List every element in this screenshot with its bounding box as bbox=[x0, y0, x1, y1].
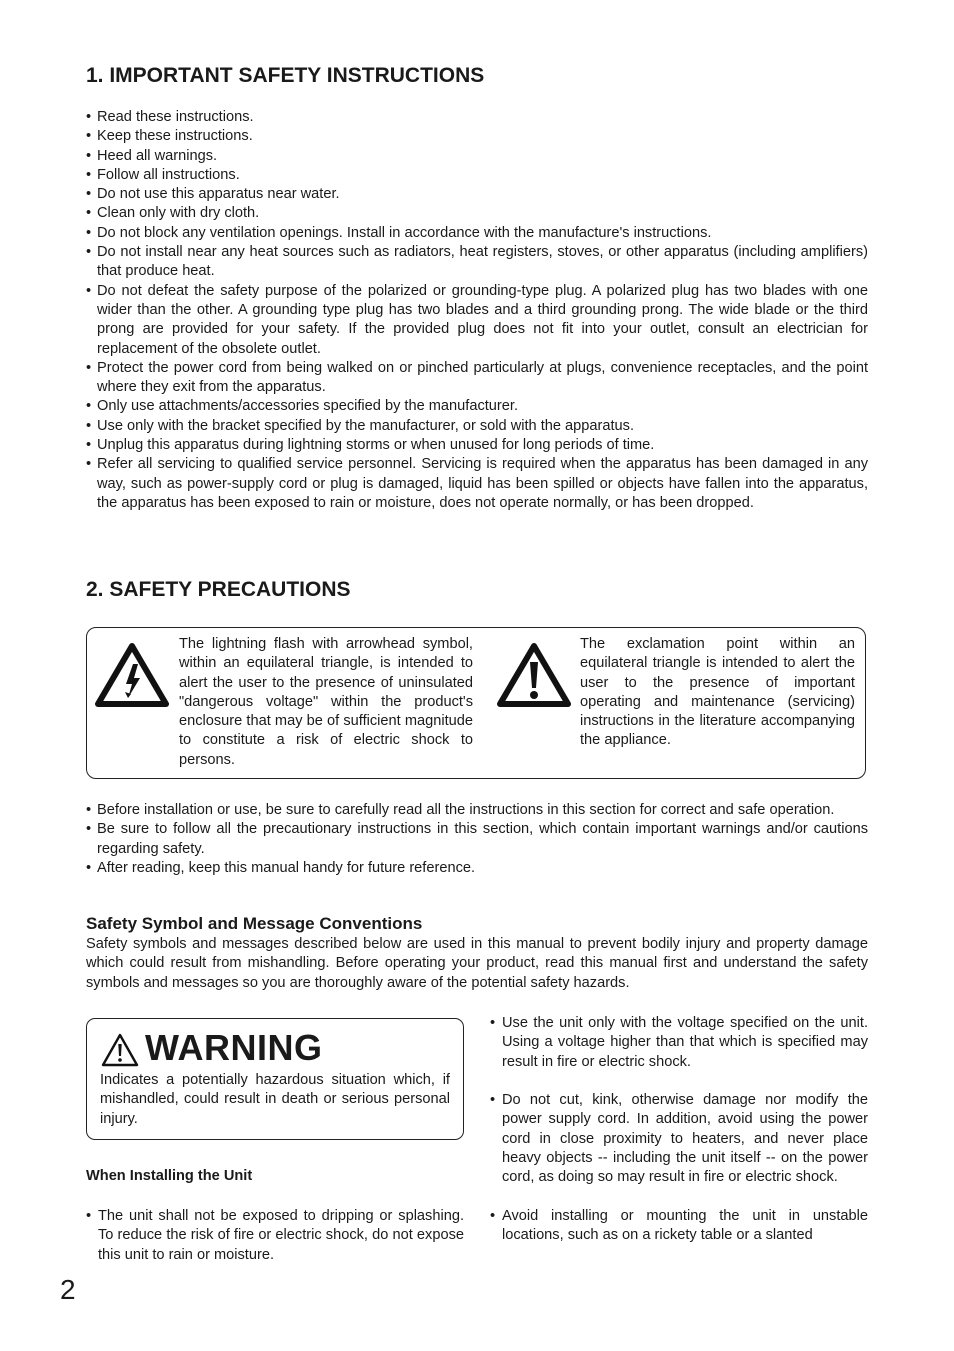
list-item: • Be sure to follow all the precautionary instructions in this section, which contain important warnings and/or cautions regarding safety. bbox=[86, 820, 868, 859]
section-2-title: 2. SAFETY PRECAUTIONS bbox=[86, 578, 351, 601]
exclamation-triangle-icon bbox=[497, 642, 571, 708]
section-1-title: 1. IMPORTANT SAFETY INSTRUCTIONS bbox=[86, 64, 485, 87]
list-item: • Clean only with dry cloth. bbox=[86, 204, 868, 223]
list-item: • Use only with the bracket specified by the manufacturer, or sold with the apparatus. bbox=[86, 417, 868, 436]
warning-description: Indicates a potentially hazardous situation which, if mishandled, could result in death or serious personal injury. bbox=[100, 1072, 450, 1127]
list-item: • Heed all warnings. bbox=[86, 147, 868, 166]
warning-box bbox=[86, 1018, 464, 1140]
list-item: • Do not block any ventilation openings. Install in accordance with the manufacture's instructions. bbox=[86, 224, 868, 243]
list-item: • Use the unit only with the voltage specified on the unit. Using a voltage higher than that which is specified may result in fire or electric shock. bbox=[490, 1014, 868, 1072]
list-item: • Follow all instructions. bbox=[86, 166, 868, 185]
list-item: • Read these instructions. bbox=[86, 108, 868, 127]
conventions-title: Safety Symbol and Message Conventions bbox=[86, 914, 423, 933]
list-item: • Before installation or use, be sure to carefully read all the instructions in this section for correct and safe operation. bbox=[86, 801, 868, 820]
list-item: • Only use attachments/accessories specified by the manufacturer. bbox=[86, 397, 868, 416]
page-number: 2 bbox=[60, 1274, 76, 1305]
lightning-triangle-icon bbox=[95, 642, 169, 708]
lightning-symbol-text: The lightning flash with arrowhead symbol, within an equilateral triangle, is intended to alert the user to the presence of uninsulated "dangerous voltage" within the product's enclosure that may be of sufficient magnitude to constitute a risk of electric shock to persons. bbox=[179, 636, 473, 768]
list-item: • Unplug this apparatus during lightning storms or when unused for long periods of time. bbox=[86, 436, 868, 455]
list-item: • Do not defeat the safety purpose of the polarized or grounding-type plug. A polarized plug has two blades with one wider than the other. A grounding type plug has two blades and a third grounding prong. The wide blade or the third prong are provided for your safety. If the provided plug does not fit into your outlet, consult an electrician for replacement of the obsolete outlet. bbox=[86, 282, 868, 359]
list-item: • Refer all servicing to qualified service personnel. Servicing is required when the apparatus has been damaged in any way, such as power-supply cord or plug is damaged, liquid has been spilled or objects have fallen into the apparatus, the apparatus has been exposed to rain or moisture, does not operate normally, or has been dropped. bbox=[86, 455, 868, 513]
list-item: • Keep these instructions. bbox=[86, 127, 868, 146]
warning-triangle-icon bbox=[101, 1033, 139, 1067]
precautions-list bbox=[86, 801, 868, 878]
installing-title: When Installing the Unit bbox=[86, 1168, 253, 1184]
list-item: • Do not use this apparatus near water. bbox=[86, 185, 868, 204]
list-item: • Avoid installing or mounting the unit in unstable locations, such as on a rickety table or a slanted bbox=[490, 1207, 868, 1246]
installing-list-right bbox=[490, 1014, 868, 1246]
list-item: • Do not install near any heat sources such as radiators, heat registers, stoves, or other apparatus (including amplifiers) that produce heat. bbox=[86, 243, 868, 282]
exclamation-symbol-text: The exclamation point within an equilateral triangle is intended to alert the user to the presence of important operating and maintenance (servicing) instructions in the literature accompanying the appliance. bbox=[580, 636, 855, 749]
list-item: • Protect the power cord from being walked on or pinched particularly at plugs, convenience receptacles, and the point where they exit from the apparatus. bbox=[86, 359, 868, 398]
warning-title: WARNING bbox=[145, 1027, 323, 1068]
installing-list-left bbox=[86, 1207, 464, 1265]
safety-symbols-box bbox=[86, 627, 866, 779]
safety-instructions-list bbox=[86, 108, 868, 513]
conventions-text: Safety symbols and messages described below are used in this manual to prevent bodily injury and property damage which could result from mishandling. Before operating your product, read this manual first and understand the safety symbols and messages so you are thoroughly aware of the potential safety hazards. bbox=[86, 936, 868, 991]
list-item: • After reading, keep this manual handy for future reference. bbox=[86, 859, 868, 878]
list-item: • Do not cut, kink, otherwise damage nor modify the power supply cord. In addition, avoid using the power cord in close proximity to heaters, and never place heavy objects -- including the unit itself -- on the power cord, as doing so may result in fire or electric shock. bbox=[490, 1091, 868, 1187]
list-item: • The unit shall not be exposed to dripping or splashing. To reduce the risk of fire or electric shock, do not expose this unit to rain or moisture. bbox=[86, 1207, 464, 1265]
